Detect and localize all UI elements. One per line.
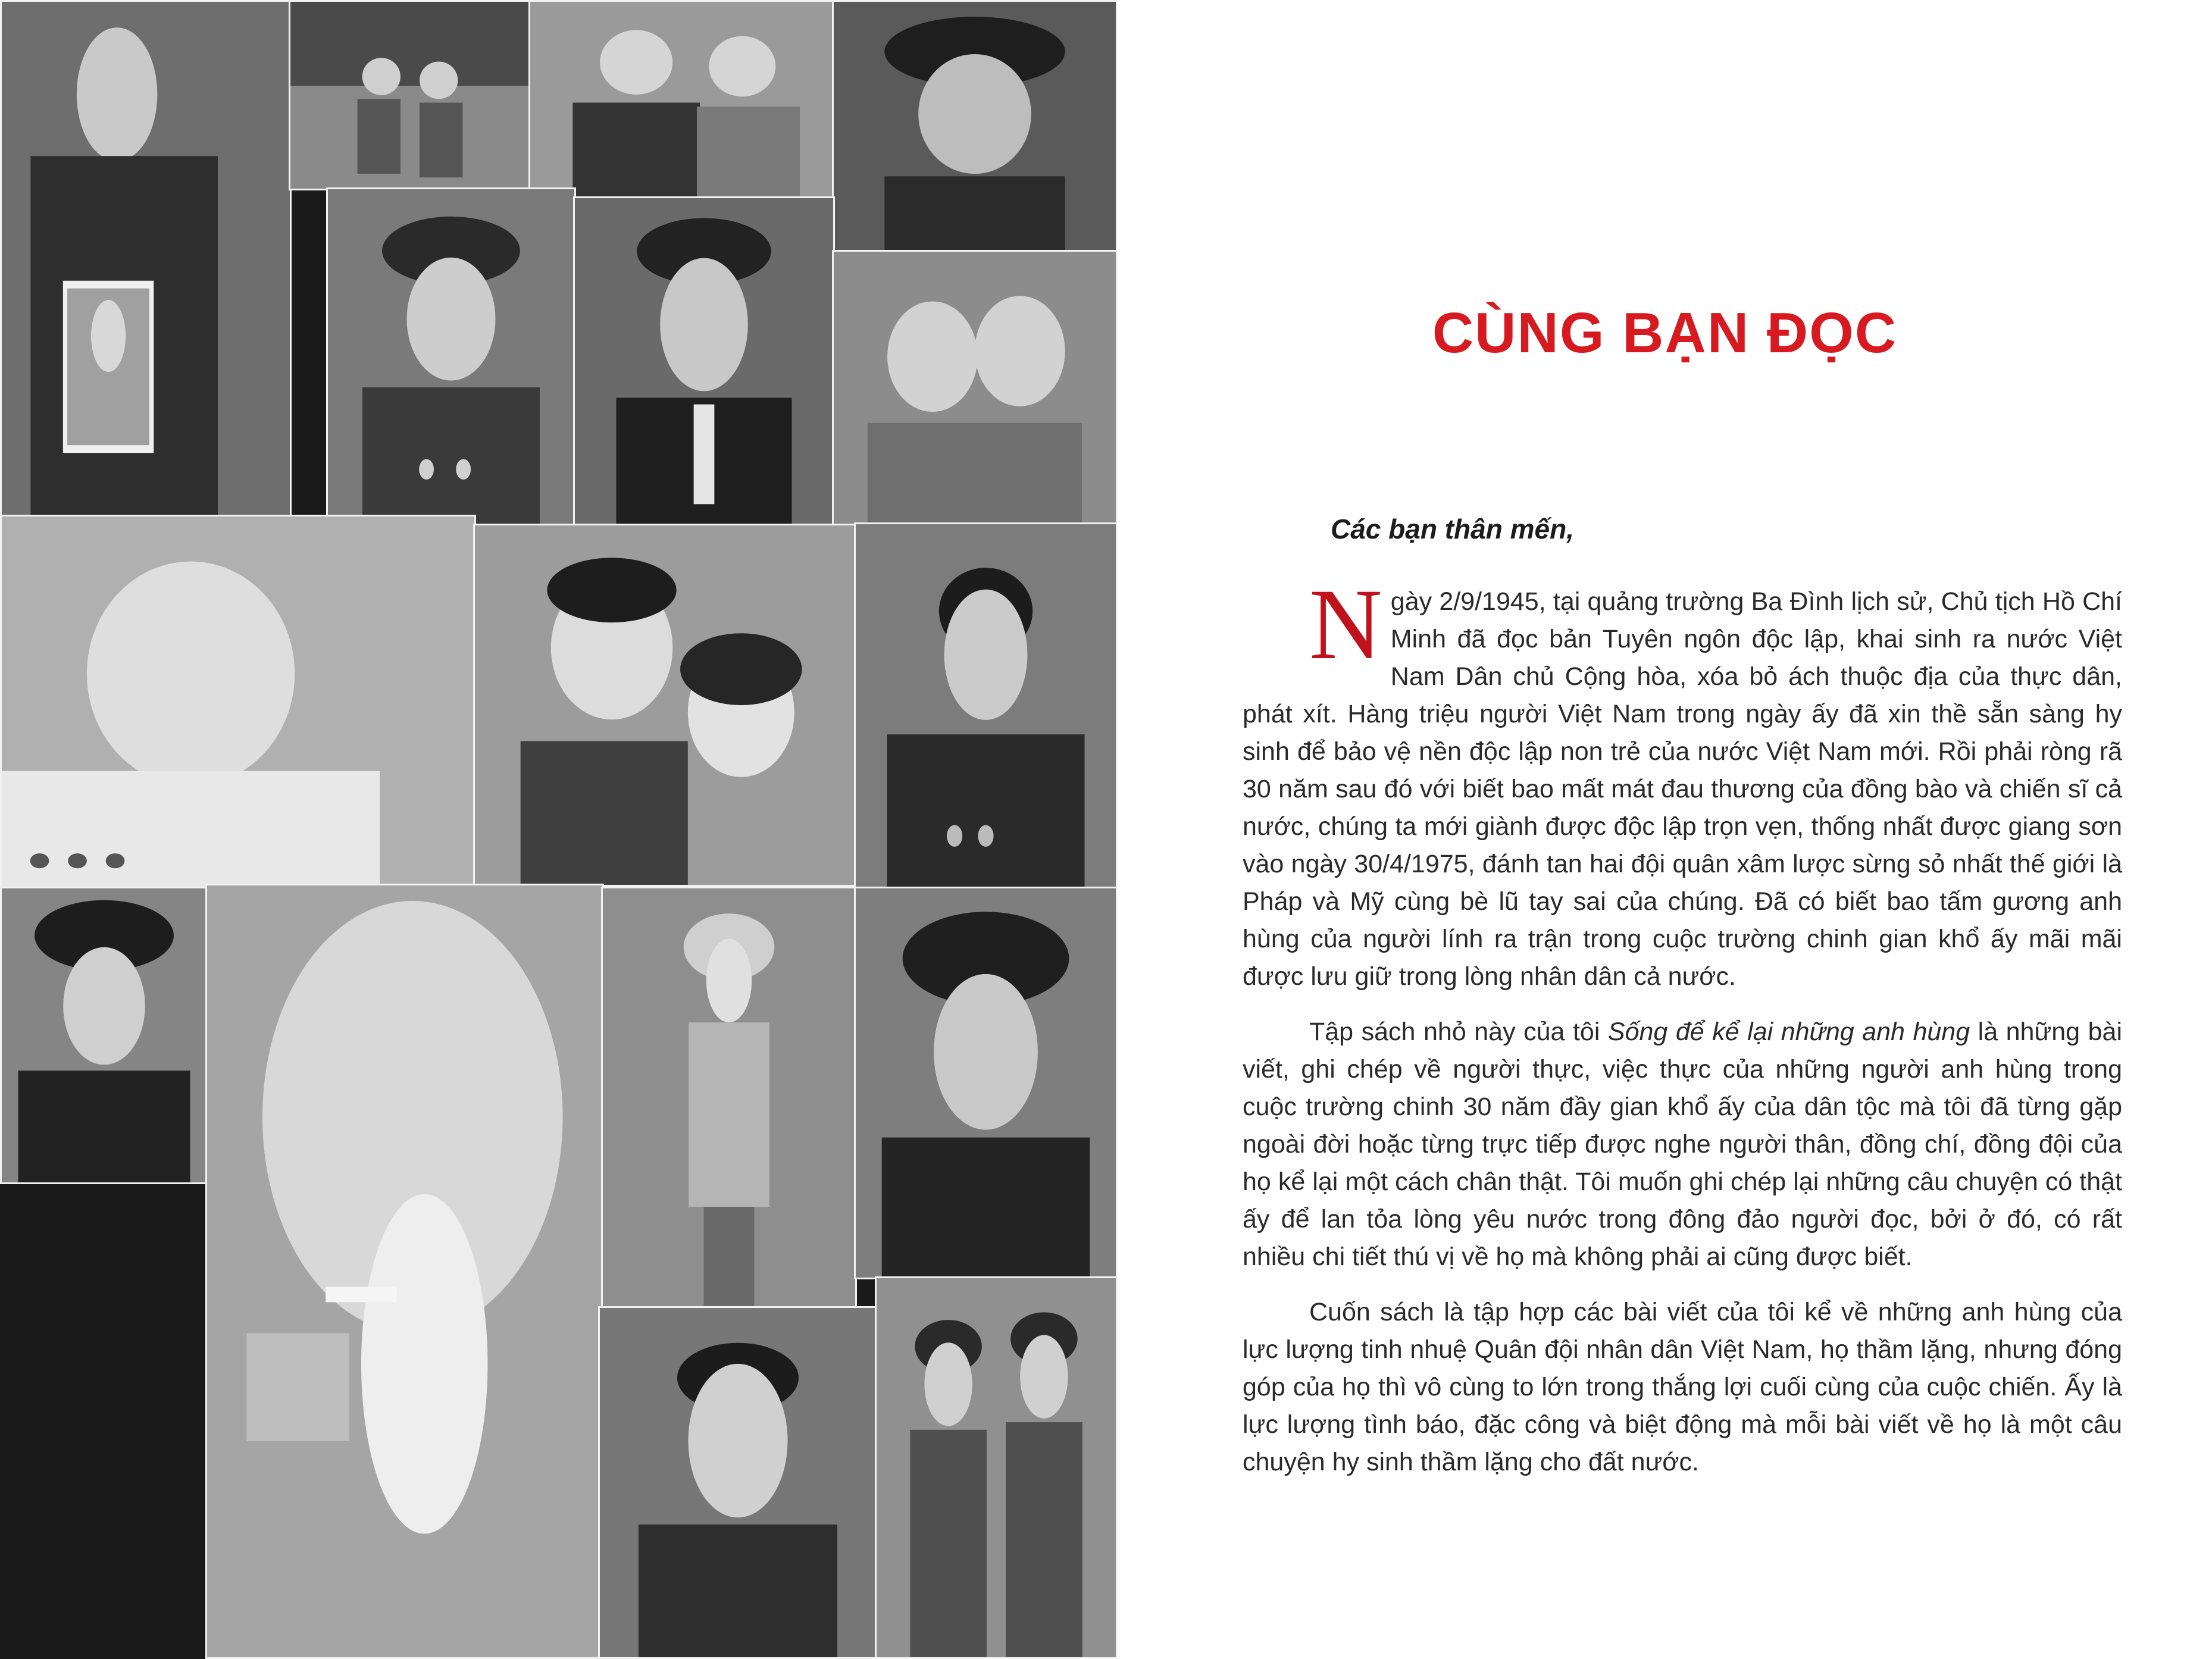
drop-cap: N xyxy=(1309,568,1382,680)
collage-photo-officer-peaked-cap xyxy=(854,887,1118,1279)
collage-photo-couple-outdoors xyxy=(289,0,531,190)
collage-photo-two-elderly-men xyxy=(832,250,1118,530)
paragraph-1 xyxy=(1243,568,2122,996)
text-page xyxy=(1118,0,2212,1659)
collage-photo-pith-helmet-man xyxy=(601,887,857,1309)
letter-greeting: Các bạn thân mến, xyxy=(1331,514,1574,544)
collage-photo-veteran-with-portrait xyxy=(0,0,292,518)
paragraph-2-text-after: là những bài viết, ghi chép về người thực, việc thực của những người anh hùng trong cuộc trường chinh 30 năm đầy gian khổ ấy của dân tộc mà tôi đã từng gặp ngoài đời hoặc từng trực tiếp được nghe người thân, đồng chí, đồng đội của họ kể lại một cách chân thật. Tôi muốn ghi chép lại những câu chuyện có thật ấy để lan tỏa lòng yêu nước trong đông đảo người đọc, bởi ở đó, có rất nhiều chi tiết thú vị về họ mà không phải ai cũng được biết. xyxy=(1243,1018,2122,1271)
paragraph-1-text: gày 2/9/1945, tại quảng trường Ba Đình lịch sử, Chủ tịch Hồ Chí Minh đã đọc bản Tuyên ngôn độc lập, khai sinh ra nước Việt Nam Dân chủ Cộng hòa, xóa bỏ ách thuộc địa của thực dân, phát xít. Hàng triệu người Việt Nam trong ngày ấy đã xin thề sẵn sàng hy sinh để bảo vệ nền độc lập non trẻ của nước Việt Nam mới. Rồi phải ròng rã 30 năm sau đó với biết bao mất mát đau thương của đồng bào và chiến sĩ cả nước, chúng ta mới giành được độc lập trọn vẹn, thống nhất được giang sơn vào ngày 30/4/1975, đánh tan hai đội quân xâm lược sừng sỏ nhất thế giới là Pháp và Mỹ cùng bè lũ tay sai của chúng. Đã có biết bao tấm gương anh hùng của người lính ra trận trong cuộc trường chinh gian khổ ấy mãi mãi được lưu giữ trong lòng nhân dân cả nước. xyxy=(1243,587,2122,991)
collage-photo-officer-medals xyxy=(326,187,576,533)
page-title: CÙNG BẠN ĐỌC xyxy=(1432,301,1898,365)
collage-photo-young-soldier xyxy=(854,522,1118,888)
letter-body xyxy=(1243,568,2122,1499)
collage-photo-young-officer-cap xyxy=(832,0,1118,253)
book-title: Sống để kể lại những anh hùng xyxy=(1607,1018,1970,1046)
collage-photo-officer-and-wife xyxy=(528,0,835,205)
paragraph-3-text: Cuốn sách là tập hợp các bài viết của tôi kể về những anh hùng của lực lượng tinh nhuệ Quân đội nhân dân Việt Nam, họ thầm lặng, nhưng đóng góp của họ thì vô cùng to lớn trong thắng lợi cuối cùng của cuộc chiến. Ấy là lực lượng tình báo, đặc công và biệt động mà mỗi bài viết về họ là một câu chuyện hy sinh thầm lặng cho đất nước. xyxy=(1243,1298,2122,1476)
paragraph-2 xyxy=(1243,1013,2122,1276)
paragraph-3 xyxy=(1243,1294,2122,1481)
collage-photo-officer-glasses xyxy=(573,196,835,533)
collage-photo-veteran-couple xyxy=(875,1276,1118,1659)
collage-photo-officer-glasses-cap xyxy=(0,887,208,1184)
collage-photo-elderly-general xyxy=(0,515,476,893)
collage-photo-vintage-couple xyxy=(473,524,857,887)
paragraph-2-text-before: Tập sách nhỏ này của tôi xyxy=(1309,1018,1608,1046)
collage-photo-man-in-suit xyxy=(598,1306,878,1659)
collage-photo-elderly-man-smoking xyxy=(205,884,604,1659)
